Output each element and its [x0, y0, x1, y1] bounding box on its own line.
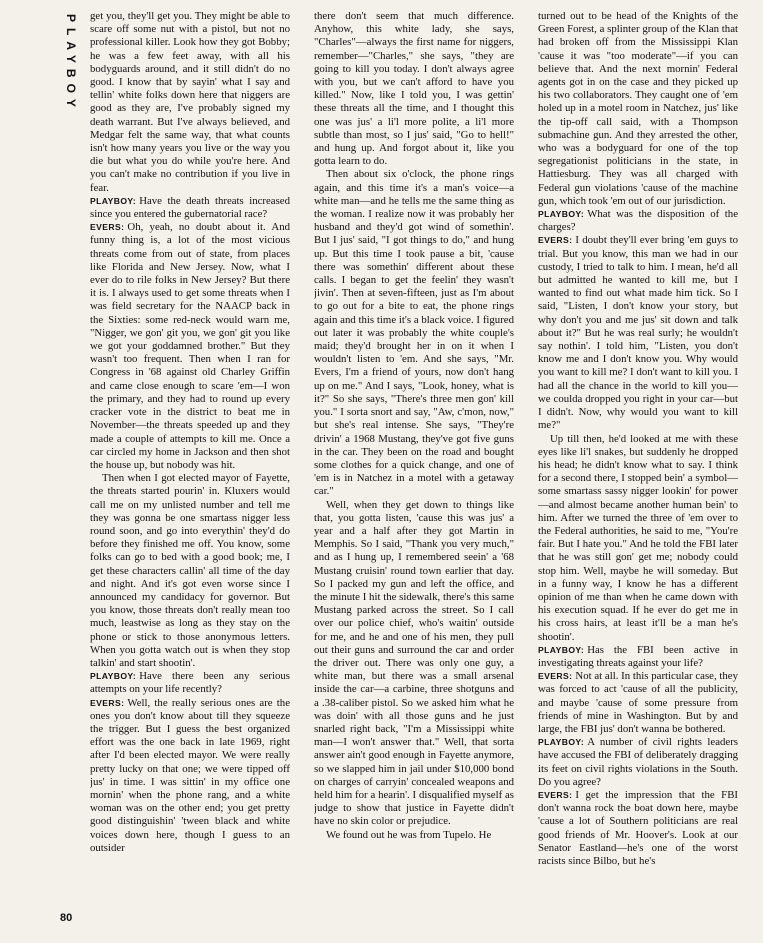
paragraph-text: Have there been any serious attempts on your life recently? — [90, 670, 290, 696]
paragraph — [538, 234, 738, 432]
paragraph-text: get you, they'll get you. They might be able to scare off some nut with a pistol, but not no professional killer. Look how they got Bobby; he was a few feet away, with all his bodyguards around, and it still didn't do no good. I know that by sayin' what I say and tellin' white folks down here that niggers are good as they are, I've probably signed my death warrant. But I've always believed, and Medgar felt the same way, that what counts isn't how many years you live or the way you die but what you do while you're here. And you can't make no contribution if you live in fear. — [90, 10, 290, 194]
speaker-label: PLAYBOY: — [538, 737, 585, 748]
paragraph-text: Has the FBI been active in investigating threats against your life? — [538, 643, 738, 669]
speaker-label: EVERS: — [538, 235, 573, 246]
paragraph — [90, 472, 290, 670]
paragraph-text: Up till then, he'd looked at me with these eyes like li'l snakes, but suddenly he dropped his head; he didn't know what to say. I think for a second there, I stopped bein' a symbol—some smartass sassy nigger lookin' for power—and almost became another human bein' to him. After we turned the three of 'em over to the Federal authorities, he said to me, "You're fair. But I hate you." And he told the FBI later that he was still gon' get me; nobody could stop him. Well, maybe he will someday. But in a funny way, I know he has a different opinion of me than when he came down with his execution squad. If he ever do get me in his cross hairs, at least it'll be a man he's shootin'. — [538, 432, 738, 643]
paragraph — [314, 10, 514, 168]
paragraph — [90, 221, 290, 472]
speaker-label: PLAYBOY: — [538, 644, 585, 655]
paragraph — [538, 670, 738, 736]
paragraph — [538, 10, 738, 208]
paragraph-text: A number of civil rights leaders have accused the FBI of deliberately dragging its feet on civil rights violations in the South. Do you agree? — [538, 736, 738, 788]
paragraph — [90, 697, 290, 855]
paragraph-text: Well, when they get down to things like that, you gotta listen, 'cause this was jus' a year and a half after they got Martin in Memphis. So I said, "Thank you very much," and as I hung up, I remembered seein' a '68 Mustang cruisin' round town earlier that day. So I packed my gun and left the office, and the minute I hit the sidewalk, there's this same Mustang parked across the street. So I call over our police chief, who's waitin' outside for me, and he and one of his men, they pull out their guns and surround the car and order the driver out. There was only one guy, a white man, but there was a small arsenal inside the car—a carbine, three shotguns and a .38-caliber pistol. So we asked him what he was doin' with all those guns and he just snarled right back, "I'm a Mississippi white man—I won't answer that." Well, that sorta answer ain't good enough in Fayette anymore, so we slapped him in jail under $10,000 bond on charges of carryin' concealed weapons and held him for a hearin'. I disqualified myself as judge to show that justice in Fayette didn't have no skin color or prejudice. — [314, 498, 514, 828]
paragraph — [538, 644, 738, 670]
paragraph — [538, 208, 738, 234]
paragraph-text: Then about six o'clock, the phone rings again, and this time it's a man's voice—a white man—and he tells me the same thing as the woman. I realize now it was probably her husband and they'd got wind of somethin'. But I jus' said, "I got things to do," and hung up. But this time I took pause a bit, 'cause there was somethin' different about these calls. I began to get the feelin' they wasn't jivin'. Then at seven-fifteen, just as I'm about to go out for a bite to eat, the phone rings again and this time it's a black voice. I figured out later it was probably the white couple's maid; they'd brought her in on it when I wouldn't listen to 'em. And she says, "Mr. Evers, I'm a friend of yours, now don't hang up on me." And I says, "Look, honey, what is it?" So she says, "There's three men gon' kill you." I sorta snort and say, "Aw, c'mon, now," but she's real intense. She says, "They're drivin' a 1968 Mustang, they've got five guns in the car. They been on the road and bought some clothes for a quick change, and one of 'em is in Natchez in a motel with a getaway car." — [314, 168, 514, 498]
paragraph-text: I doubt they'll ever bring 'em guys to trial. But you know, this man we had in our custody, I tried to talk to him. I mean, he'd all but admitted he wanted to kill me, but I wanted to find out what made him tick. So I said, "Listen, I don't know your story, but why don't you and me jus' sit down and talk about it?" But he was real surly; he wouldn't say nothin'. I told him, "Listen, you don't know me and I don't know you. Why would you want to kill me? I don't want to kill you. I had all the chance in the world to kill you—we coulda dropped you right in your car—but I didn't. Now, why would you want to kill me?" — [538, 234, 738, 432]
speaker-label: EVERS: — [538, 671, 573, 682]
paragraph-text: What was the disposition of the charges? — [538, 208, 738, 234]
paragraph-text: Well, the really serious ones are the ones you don't know about till they squeeze the trigger. But I guess the best organized effort was the one back in late 1969, right after I'd been elected mayor. We were really pretty lucky on that one; we were tipped off jus' in time. I was sittin' in my office one mornin' when the phone rang, and a white woman was on the other end; you get pretty good distinguishin' 'tween black and white voices down here, though I guess to an outsider — [90, 696, 290, 854]
paragraph — [314, 499, 514, 829]
masthead: PLAYBOY — [64, 14, 78, 113]
paragraph — [538, 433, 738, 644]
speaker-label: PLAYBOY: — [538, 209, 585, 220]
speaker-label: EVERS: — [90, 697, 125, 708]
paragraph-text: Oh, yeah, no doubt about it. And funny thing is, a lot of the most vicious threats come from out of state, from places like Florida and New Jersey. Now, what I ever do to rile folks in New Jersey? But there it is. I always used to get some threats when I was field secretary for the NAACP back in the Sixties: some red-neck would warn me, "Nigger, we gon' git you, we gon' git you like we got your goddamned brother." But they wasn't too frequent. Then when I ran for Congress in '68 against old Charley Griffin and came close enough to scare 'em—I won the primary, and they had to round up every cracker vote in the district to beat me in November—the threats speeded up and they made a couple of attempts to kill me. Once a car circled my home in Jackson and then shot the house up, but nobody was hit. — [90, 221, 290, 471]
page-number: 80 — [60, 912, 73, 924]
paragraph — [90, 195, 290, 221]
paragraph — [90, 10, 290, 195]
paragraph-text: I get the impression that the FBI don't wanna rock the boat down here, maybe 'cause a lot of Southern politicians are real good friends of Mr. Hoover's. Look at our Senator Eastland—he's one of the worst racists since Bilbo, but he's — [538, 788, 738, 867]
paragraph-text: turned out to be head of the Knights of the Green Forest, a splinter group of the Klan that had broken off from the Mississippi Klan 'cause it was "too moderate"—if you can believe that. And the next mornin' Federal agents got in on the case and they picked up his two collaborators. They caught one of 'em holed up in a motel room in Natchez, jus' like the tip-off call said, with a Thompson submachine gun. And they arrested the other, who was a bodyguard for one of the top segregationist politicians in the state, in Hattiesburg. They was all charged with Federal gun violations 'cause of the machine gun, which took 'em out of our jurisdiction. — [538, 10, 738, 207]
text-column-1 — [90, 10, 290, 920]
paragraph-text: Then when I got elected mayor of Fayette, the threats started pourin' in. Kluxers would call me on my unlisted number and tell me they was gonna be one smartass nigger less round soon, and go into everythin' they'd do before they finished me off. You know, some folks can go to bed with a good book; me, I get these characters callin' all time of the day and night. And it's got even worse since I announced my candidacy for governor. But you know, those threats don't really mean too much, leastwise as long as they stay on the phone or stick to those anonymous letters. When you gotta watch out is when they stop talkin' and start shootin'. — [90, 472, 290, 669]
paragraph — [538, 736, 738, 789]
paragraph — [314, 168, 514, 498]
paragraph-text: Have the death threats increased since you entered the gubernatorial race? — [90, 194, 290, 221]
paragraph — [90, 670, 290, 696]
text-column-3 — [538, 10, 738, 920]
paragraph-text: there don't seem that much difference. Anyhow, this white lady, she says, "Charles"—always the first name for niggers, remember—"Charles," she says, "they are going to kill you today. I don't always agree with you, but we can't afford to have you killed." Now, like I told you, I was gettin' these threats all the time, and I thought this one was jus' a li'l more polite, a li'l more subtle than most, so I jus' said, "Go to hell!" and hung up. And forgot about it, like you gotta learn to do. — [314, 10, 514, 168]
speaker-label: EVERS: — [90, 222, 125, 233]
speaker-label: PLAYBOY: — [90, 195, 137, 206]
speaker-label: PLAYBOY: — [90, 671, 137, 682]
paragraph-text: Not at all. In this particular case, they was forced to act 'cause of all the publicity, and maybe 'cause of some pressure from friends of mine in Washington. But by and large, the FBI jus' don't wanna be bothered. — [538, 670, 738, 735]
speaker-label: EVERS: — [538, 789, 573, 800]
paragraph — [538, 789, 738, 868]
paragraph-text: We found out he was from Tupelo. He — [326, 828, 492, 841]
text-column-2 — [314, 10, 514, 920]
paragraph — [314, 829, 514, 842]
